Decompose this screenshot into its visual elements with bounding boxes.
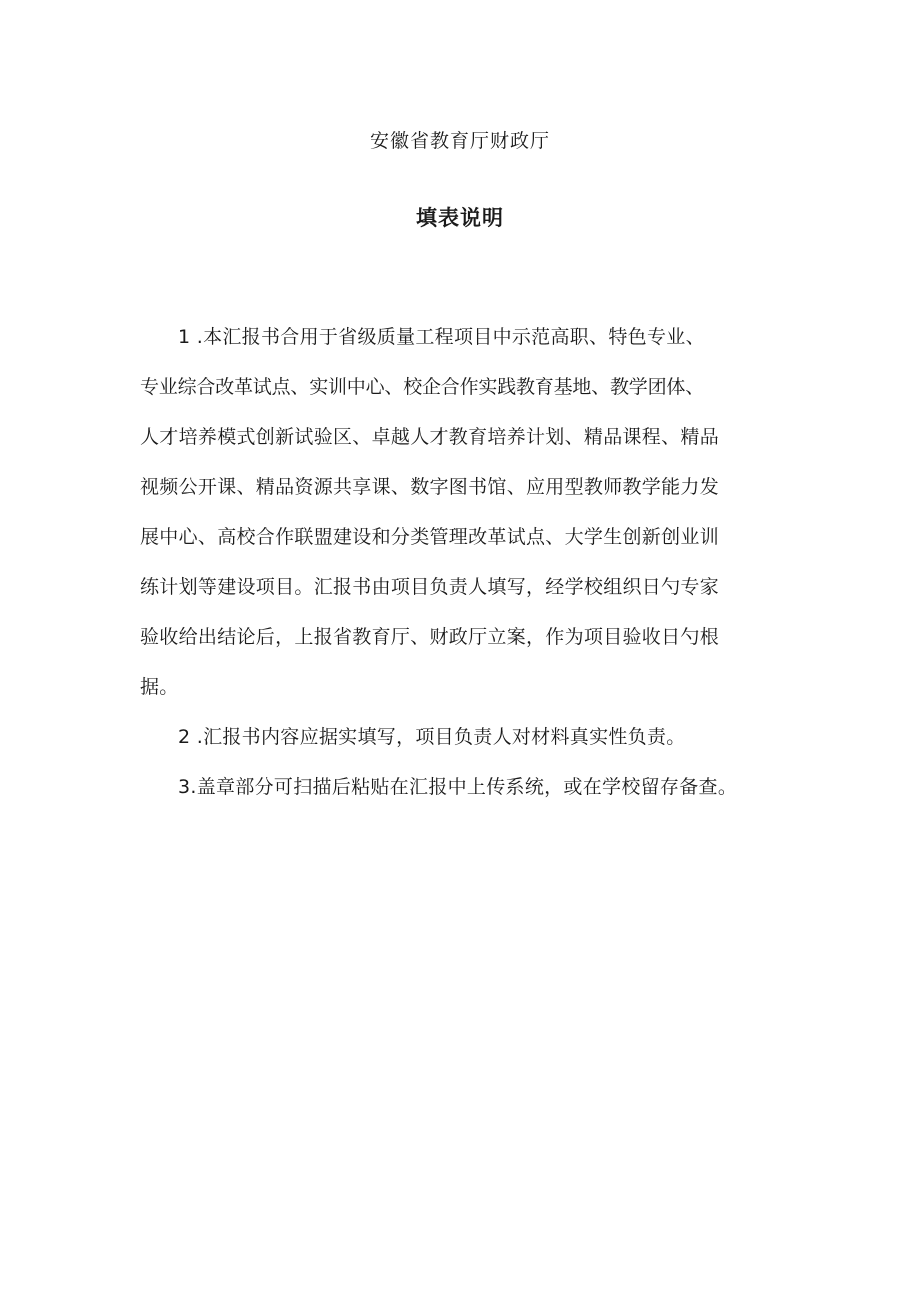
instruction-item-1 <box>140 316 820 716</box>
instruction-item-2 <box>140 716 820 766</box>
instruction-1-line-6: 练计划等建设项目。汇报书由项目负责人填写，经学校组织日勺专家 <box>140 576 720 598</box>
instruction-item-3 <box>140 766 820 816</box>
instruction-1-line-1: 1 .本汇报书合用于省级质量工程项目中示范高职、特色专业、 <box>178 326 705 348</box>
instruction-1-line-4: 视频公开课、精品资源共享课、数字图书馆、应用型教师教学能力发 <box>140 476 720 498</box>
instruction-1-line-8: 据。 <box>140 676 179 698</box>
instruction-1-line-7: 验收给出结论后，上报省教育厅、财政厅立案，作为项目验收日勺根 <box>140 626 720 648</box>
issuer-title: 安徽省教育厅财政厅 <box>369 130 550 152</box>
instruction-1-line-3: 人才培养模式创新试验区、卓越人才教育培养计划、精品课程、精品 <box>140 426 720 448</box>
page-title: 填表说明 <box>416 206 504 230</box>
instruction-1-line-2: 专业综合改革试点、实训中心、校企合作实践教育基地、教学团体、 <box>140 376 705 398</box>
instructions-body <box>140 316 820 816</box>
instruction-2-line-1: 2 .汇报书内容应据实填写，项目负责人对材料真实性负责。 <box>178 726 686 748</box>
instruction-1-line-5: 展中心、高校合作联盟建设和分类管理改革试点、大学生创新创业训 <box>140 526 720 548</box>
instruction-3-line-1: 3.盖章部分可扫描后粘贴在汇报中上传系统，或在学校留存备查。 <box>178 776 738 798</box>
